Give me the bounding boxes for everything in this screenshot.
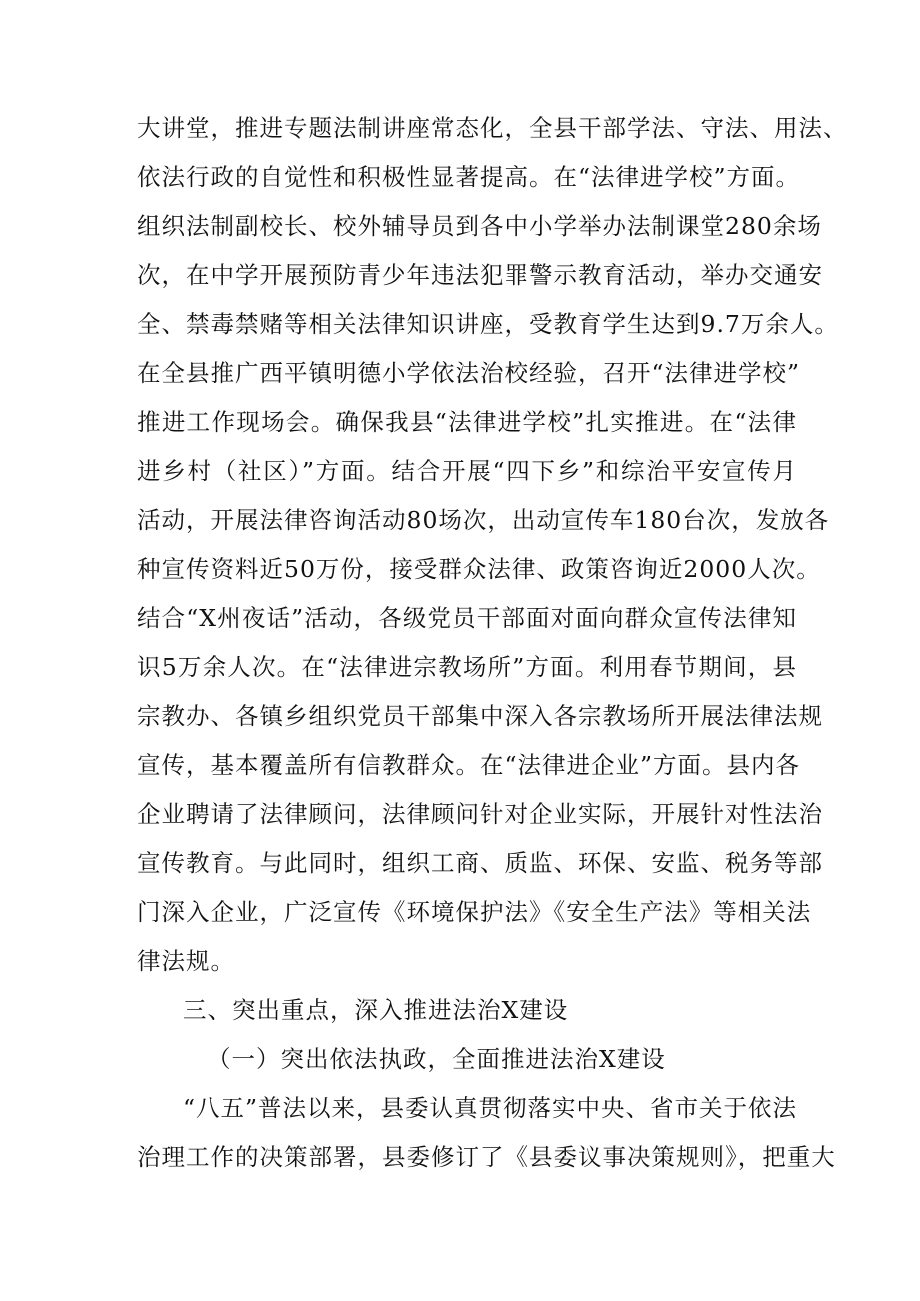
subsection-heading: （一）突出依法执政，全面推进法治X建设 [207, 1045, 666, 1073]
body-text-line: 宣传，基本覆盖所有信教群众。在“法律进企业”方面。县内各 [137, 751, 801, 779]
body-text-line: 识5万余人次。在“法律进宗教场所”方面。利用春节期间，县 [137, 653, 797, 681]
body-text-line: 活动，开展法律咨询活动80场次，出动宣传车180台次，发放各 [137, 506, 830, 534]
body-text-line: 结合“X州夜话”活动，各级党员干部面对面向群众宣传法律知 [137, 604, 797, 632]
body-text-line: “八五”普法以来，县委认真贯彻落实中央、省市关于依法 [183, 1094, 798, 1122]
body-text-line: 门深入企业，广泛宣传《环境保护法》《安全生产法》等相关法 [137, 898, 812, 926]
body-text-line: 组织法制副校长、校外辅导员到各中小学举办法制课堂280余场 [137, 212, 822, 240]
body-text-line: 宗教办、各镇乡组织党员干部集中深入各宗教场所开展法律法规 [137, 702, 823, 730]
body-text-line: 在全县推广西平镇明德小学依法治校经验，召开“法律进学校” [137, 359, 801, 387]
body-text-line: 企业聘请了法律顾问，法律顾问针对企业实际，开展针对性法治 [137, 800, 823, 828]
section-heading: 三、突出重点，深入推进法治X建设 [183, 996, 569, 1024]
body-text-line: 次，在中学开展预防青少年违法犯罪警示教育活动，举办交通安 [137, 261, 823, 289]
body-text-line: 大讲堂，推进专题法制讲座常态化，全县干部学法、守法、用法、 [137, 114, 848, 142]
body-text-line: 治理工作的决策部署，县委修订了《县委议事决策规则》，把重大 [137, 1143, 836, 1171]
body-text-line: 进乡村（社区）”方面。结合开展“四下乡”和综治平安宣传月 [137, 457, 797, 485]
body-text-line: 宣传教育。与此同时，组织工商、质监、环保、安监、税务等部 [137, 849, 823, 877]
body-text-line: 律法规。 [137, 947, 235, 975]
body-text-line: 全、禁毒禁赌等相关法律知识讲座，受教育学生达到9.7万余人。 [137, 310, 839, 338]
body-text-line: 依法行政的自觉性和积极性显著提高。在“法律进学校”方面。 [137, 163, 801, 191]
body-text-line: 推进工作现场会。确保我县“法律进学校”扎实推进。在“法律 [137, 408, 797, 436]
body-text-line: 种宣传资料近50万份，接受群众法律、政策咨询近2000人次。 [137, 555, 821, 583]
